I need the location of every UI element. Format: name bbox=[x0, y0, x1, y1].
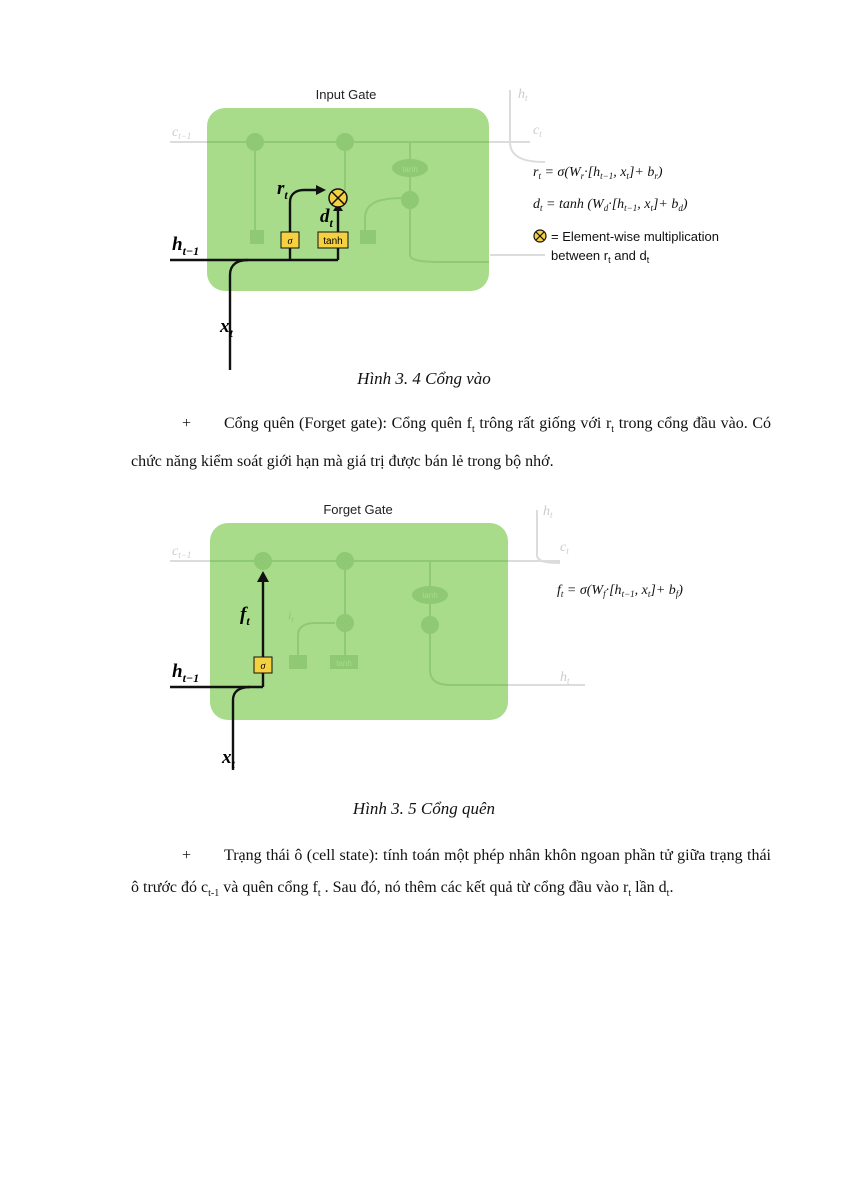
faint-tanh-label: tanh bbox=[422, 591, 438, 600]
svg-text:ft: $f_t$ bbox=[240, 604, 250, 628]
bullet: + bbox=[182, 847, 192, 864]
svg-text:xt: $x_t$ bbox=[222, 747, 235, 771]
figure-caption-2: Hình 3. 5 Cổng quên bbox=[352, 799, 496, 818]
ghost-h-top: h bbox=[543, 504, 550, 519]
faint-tanh-label: tanh bbox=[402, 165, 418, 174]
figure-caption-1: Hình 3. 4 Cổng vào bbox=[357, 369, 491, 388]
svg-text:ct: $c_t$ bbox=[560, 540, 569, 556]
gate-box bbox=[210, 523, 508, 720]
equation-f: $f_t = \sigma(W_f\cdot[h_{t-1}$, $x_t]+ b_f$) bbox=[557, 583, 683, 599]
input-gate-diagram bbox=[0, 70, 848, 420]
svg-text:it: $i_t$ bbox=[288, 608, 294, 624]
d-label: d bbox=[320, 206, 330, 227]
svg-text:ht: $h_t$ bbox=[518, 87, 528, 103]
svg-text:ht−1: $h_{t-1}$ bbox=[172, 234, 200, 258]
svg-text:ct−1: $c_{t-1}$ bbox=[172, 544, 192, 560]
ghost-c-next: c bbox=[560, 540, 567, 555]
svg-text:rt: $r_t$ bbox=[277, 178, 288, 202]
bullet: + bbox=[182, 415, 192, 432]
faint-tanh-label-2: tanh bbox=[336, 659, 352, 668]
svg-text:σ: σ bbox=[287, 236, 293, 247]
f-label: f bbox=[240, 604, 247, 625]
ghost-c-prev: c bbox=[172, 544, 179, 559]
figure-title: Forget Gate bbox=[323, 502, 393, 517]
svg-text:ht: $h_t$ bbox=[560, 670, 570, 686]
svg-text:ht: $h_t$ bbox=[543, 504, 553, 520]
legend-line-2: between $r_t$ and $d_t$ bbox=[551, 248, 650, 265]
ghost-h-bottom: h bbox=[560, 670, 567, 685]
paragraph-cell-state: + Trạng thái ô (cell state): tính toán một phép nhân khôn ngoan phần tử giữa trạng thái ô trước đó $c_{t-1}$ và quên cổng $f_t$ . Sau đó, nó thêm các kết quả từ cổng đầu vào $r_t$ lần $d_t$. bbox=[131, 840, 771, 910]
svg-text:σ: σ bbox=[260, 661, 266, 672]
x-label: x bbox=[222, 747, 232, 768]
h-prev-label: h bbox=[172, 234, 183, 255]
svg-text:xt: $x_t$ bbox=[220, 316, 233, 340]
figure-title: Input Gate bbox=[315, 87, 377, 102]
ghost-c-prev: c bbox=[172, 125, 179, 140]
ghost-c-next: c bbox=[533, 123, 540, 138]
paragraph-forget-gate: + Cổng quên (Forget gate): Cổng quên $f_t$ trông rất giống với $r_t$ trong cổng đầu vào. Có chức năng kiểm soát giới hạn mà giá trị được bán lẻ trong bộ nhớ. bbox=[131, 408, 771, 478]
svg-text:ht−1: $h_{t-1}$ bbox=[172, 661, 200, 685]
forget-gate-diagram bbox=[0, 495, 848, 785]
x-label: x bbox=[220, 316, 230, 337]
ghost-i-label: i bbox=[288, 608, 292, 622]
ghost-h-top: h bbox=[518, 87, 525, 102]
equation-r: $r_t = \sigma(W_r\cdot[h_{t-1}$, $x_t]+ b_r$) bbox=[533, 165, 663, 181]
h-prev-label: h bbox=[172, 661, 183, 682]
legend-line-1: = Element-wise multiplication bbox=[551, 229, 719, 244]
svg-text:tanh: tanh bbox=[323, 236, 343, 247]
svg-text:ct: $c_t$ bbox=[533, 123, 542, 139]
equation-d: $d_t = \tanh (W_d\cdot[h_{t-1}$, $x_t]+ b_d$) bbox=[533, 197, 688, 213]
r-label: r bbox=[277, 178, 285, 199]
svg-text:dt: $d_t$ bbox=[320, 206, 333, 230]
svg-text:ct−1: $c_{t-1}$ bbox=[172, 125, 192, 141]
